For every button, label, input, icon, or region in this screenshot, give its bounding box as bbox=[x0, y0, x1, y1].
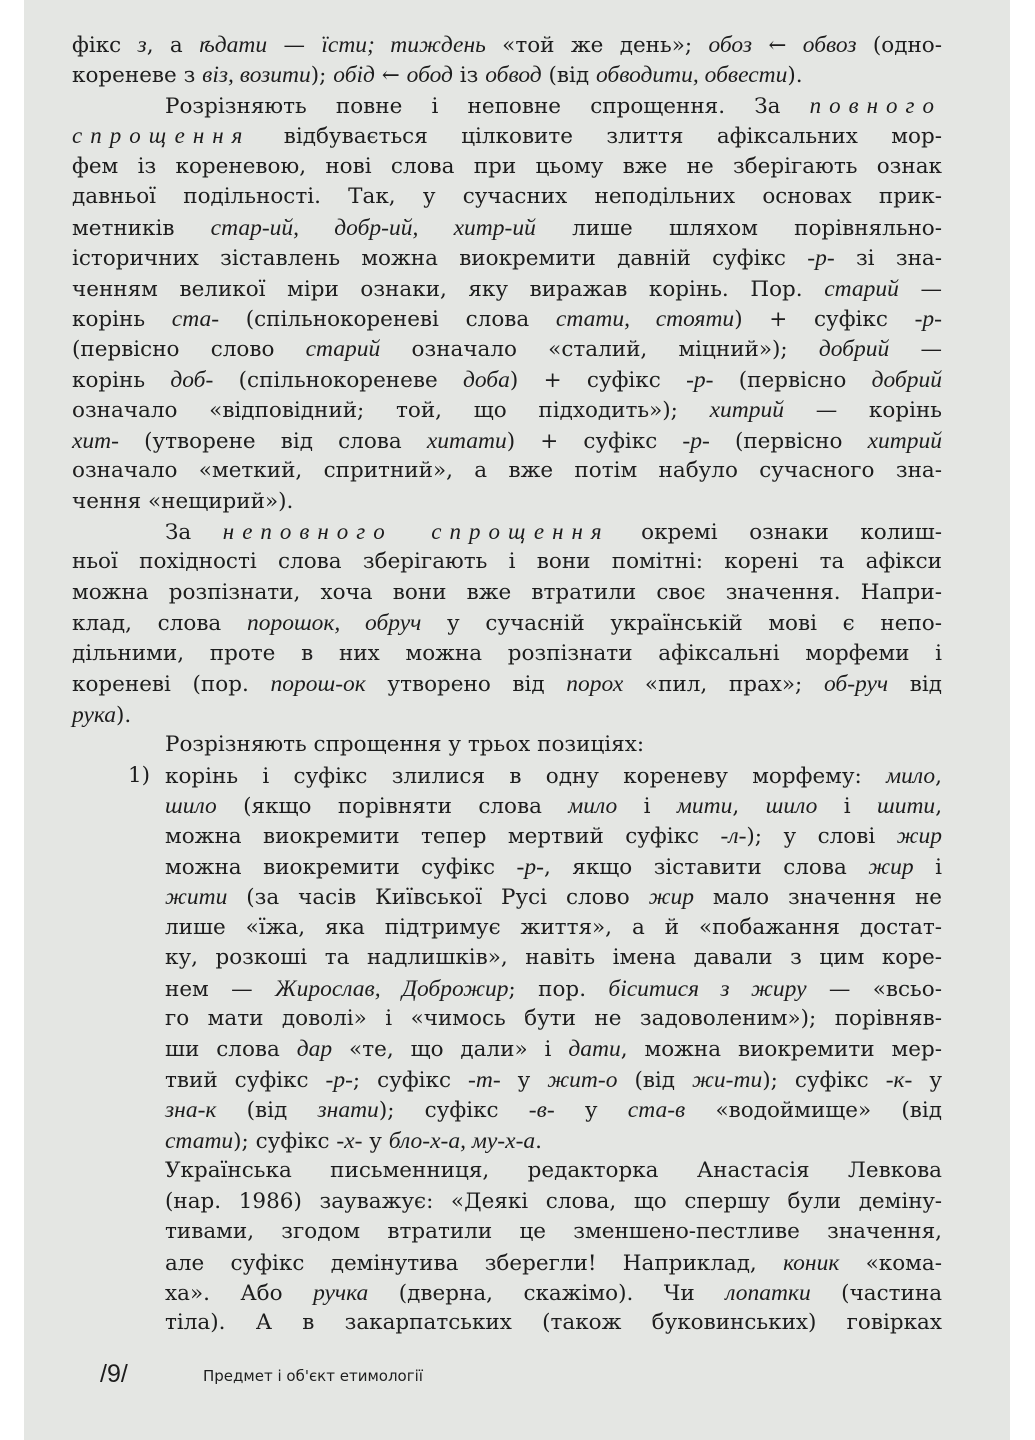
italic-run: шити bbox=[876, 792, 936, 819]
text-line bbox=[72, 274, 942, 304]
text-run: лише «їжа, яка підтримує життя», а й «побажання достат- bbox=[165, 914, 942, 940]
text-run: ха». Або bbox=[165, 1280, 314, 1306]
italic-run: з bbox=[137, 32, 147, 58]
text-line bbox=[72, 213, 942, 243]
italic-run: -в- bbox=[528, 1097, 555, 1124]
text-run: (первісно слово bbox=[72, 337, 306, 363]
text-run: кореневе з bbox=[72, 63, 203, 89]
italic-run: старий bbox=[305, 336, 381, 363]
italic-run: лопатки bbox=[725, 1279, 811, 1306]
italic-run: -л- bbox=[720, 823, 747, 850]
italic-run: коник bbox=[783, 1249, 840, 1276]
text-line bbox=[72, 152, 942, 182]
italic-run: -р- bbox=[914, 305, 942, 332]
italic-run: хит- bbox=[72, 427, 119, 454]
italic-run: хитрий bbox=[867, 427, 942, 454]
text-run: (нар. 1986) зауважує: «Деякі слова, що спершу були демінy- bbox=[165, 1188, 942, 1214]
text-run: (за часів Київської Русі слово bbox=[227, 885, 649, 911]
text-run: «водоймище» (від bbox=[685, 1098, 942, 1124]
text-run: у bbox=[362, 1128, 389, 1154]
italic-run: стар-ий, добр-ий, хитр-ий bbox=[210, 214, 536, 241]
text-run: , а bbox=[146, 33, 200, 58]
text-run: (дверна, скажімо). Чи bbox=[368, 1280, 726, 1306]
italic-run: ста- bbox=[171, 305, 220, 332]
text-run: «той же день»; bbox=[485, 33, 709, 58]
text-run: клад, слова bbox=[72, 611, 247, 637]
text-run: , можна виокремити мер- bbox=[620, 1037, 942, 1063]
italic-run: старий bbox=[824, 275, 899, 302]
text-line bbox=[72, 1187, 942, 1217]
text-run: За bbox=[165, 520, 223, 545]
italic-run: доб- bbox=[170, 366, 214, 393]
text-line bbox=[72, 1248, 942, 1278]
text-run: кореневі (пор. bbox=[72, 672, 271, 698]
italic-run: шило bbox=[765, 792, 818, 819]
text-run: означало «відповідний; той, що підходить»); bbox=[72, 398, 710, 424]
italic-run: обоз bbox=[708, 32, 753, 58]
text-run: — корінь bbox=[783, 398, 942, 424]
text-run: — bbox=[889, 337, 942, 363]
text-run: ); bbox=[310, 63, 334, 89]
italic-run: хитрий bbox=[709, 397, 784, 424]
text-run: , bbox=[935, 763, 942, 789]
text-run: корінь і суфікс злилися в одну кореневу морфему: bbox=[165, 763, 887, 789]
italic-run: -р- bbox=[682, 427, 710, 454]
list-marker: 1) bbox=[128, 762, 151, 788]
text-line bbox=[72, 91, 942, 121]
italic-run: жир bbox=[868, 853, 914, 880]
text-run: мало значення не bbox=[693, 885, 942, 911]
book-page bbox=[24, 0, 1010, 1440]
text-run: у сучасній українській мові є непо- bbox=[421, 611, 942, 637]
italic-run: мило bbox=[886, 762, 936, 789]
text-run: «кома- bbox=[839, 1250, 942, 1276]
text-line bbox=[72, 1065, 942, 1095]
text-line bbox=[72, 1004, 942, 1034]
text-run: твий суфікс bbox=[165, 1067, 326, 1093]
italic-run: ѣдати bbox=[199, 32, 268, 58]
italic-run: їсти; тиждень bbox=[321, 32, 486, 58]
italic-run: рука bbox=[72, 701, 117, 728]
text-run: ← bbox=[374, 63, 407, 89]
text-run: ку, розкоші та надлишків», навіть імена давали з цим коре- bbox=[165, 945, 942, 971]
text-run: ). bbox=[116, 702, 132, 728]
text-run: ). bbox=[787, 63, 803, 89]
text-line bbox=[72, 882, 942, 912]
text-line bbox=[72, 791, 942, 821]
italic-run: обод bbox=[406, 62, 453, 89]
text-run: ; пор. bbox=[508, 976, 609, 1002]
text-run: можна розпізнати, хоча вони вже втратили своє значення. Напри- bbox=[72, 579, 942, 605]
text-run: (спільнокореневе bbox=[213, 367, 463, 393]
text-run: ) + суфікс bbox=[506, 428, 683, 454]
italic-run: об-руч bbox=[823, 671, 889, 698]
text-run: ); у слові bbox=[746, 824, 897, 850]
italic-run: обвоз bbox=[802, 32, 857, 58]
text-run: (одно- bbox=[856, 33, 942, 58]
italic-run: -к- bbox=[885, 1066, 913, 1093]
text-run: відбувається цілковите злиття афіксальних мор- bbox=[250, 124, 942, 150]
text-run: . bbox=[535, 1128, 542, 1154]
text-line bbox=[72, 821, 942, 851]
text-run: ши слова bbox=[165, 1037, 297, 1063]
text-line bbox=[72, 974, 942, 1004]
text-line bbox=[72, 121, 942, 151]
italic-run: добрий bbox=[818, 336, 890, 363]
text-run: утворено від bbox=[365, 672, 567, 698]
text-run: зі зна- bbox=[834, 246, 942, 272]
text-run: із bbox=[452, 63, 486, 89]
text-run: ); суфікс bbox=[233, 1128, 337, 1154]
text-run: (якщо порівняти слова bbox=[216, 793, 569, 819]
text-line bbox=[72, 60, 942, 90]
text-run: (первісно bbox=[713, 367, 872, 393]
text-run: корінь bbox=[72, 367, 171, 393]
text-run: «те, що дали» і bbox=[332, 1037, 569, 1063]
italic-run: обід bbox=[333, 62, 375, 89]
text-run: і bbox=[913, 854, 942, 880]
text-line bbox=[72, 852, 942, 882]
text-run: (частина bbox=[810, 1280, 943, 1306]
text-run: Розрізняють повне і неповне спрощення. За bbox=[165, 93, 810, 119]
text-line bbox=[72, 304, 942, 334]
italic-run: -р- bbox=[516, 853, 544, 880]
text-line bbox=[72, 1217, 942, 1247]
text-run: , якщо зіставити слова bbox=[543, 854, 869, 880]
spaced-emphasis: неповного спрощення bbox=[222, 519, 610, 544]
italic-run: мило bbox=[568, 792, 618, 819]
italic-run: стати, стояти bbox=[555, 305, 735, 332]
italic-run: доба bbox=[462, 366, 510, 393]
text-line bbox=[72, 30, 942, 60]
text-run: ) + суфікс bbox=[509, 367, 687, 393]
italic-run: ручка bbox=[313, 1279, 369, 1306]
text-run: ченням великої міри ознаки, яку виражав корінь. Пор. bbox=[72, 276, 825, 302]
text-run: ); суфікс bbox=[762, 1067, 886, 1093]
text-run: корінь bbox=[72, 306, 172, 332]
italic-run: зна-к bbox=[165, 1097, 217, 1124]
italic-run: -р- bbox=[807, 245, 835, 272]
text-run: можна виокремити суфікс bbox=[165, 854, 517, 880]
text-run: (утворене від слова bbox=[118, 428, 427, 454]
spaced-emphasis: спрощення bbox=[72, 123, 251, 149]
body-text bbox=[72, 30, 942, 1339]
italic-run: -р- bbox=[325, 1066, 353, 1093]
text-run: фікс bbox=[72, 33, 138, 58]
text-run: у bbox=[500, 1067, 548, 1093]
text-line bbox=[72, 1034, 942, 1064]
italic-run: порош-ок bbox=[270, 671, 366, 698]
text-run: і bbox=[617, 793, 677, 819]
text-run: означало «меткий, спритний», а вже потім набуло сучасного зна- bbox=[72, 458, 942, 484]
spaced-emphasis: повного bbox=[809, 92, 942, 118]
text-line bbox=[72, 1278, 942, 1308]
text-run: го мати доволі» і «чимось бути не задоволеним»); порівняв- bbox=[165, 1006, 942, 1031]
text-run: у bbox=[912, 1067, 942, 1093]
text-run: , bbox=[732, 793, 766, 819]
italic-run: дати bbox=[568, 1036, 621, 1063]
text-run: (первісно bbox=[709, 428, 868, 454]
text-run: ); суфікс bbox=[378, 1098, 529, 1124]
text-run: означало «сталий, міцний»); bbox=[380, 337, 819, 363]
text-run: але суфікс демінутива зберегли! Наприклад, bbox=[165, 1250, 784, 1276]
italic-run: порошок, обруч bbox=[246, 610, 422, 637]
italic-run: дар bbox=[296, 1036, 333, 1063]
italic-run: -р- bbox=[686, 366, 714, 393]
italic-run: жир bbox=[896, 823, 942, 850]
text-line bbox=[72, 395, 942, 425]
text-run: у bbox=[554, 1098, 628, 1124]
text-run: історичних зіставлень можна виокремити давній суфікс bbox=[72, 246, 808, 272]
italic-run: віз, возити bbox=[202, 62, 311, 89]
text-run: (від bbox=[617, 1067, 693, 1093]
italic-run: добрий bbox=[871, 366, 942, 393]
italic-run: хитати bbox=[426, 427, 507, 454]
text-run: — «всьо- bbox=[806, 976, 942, 1002]
text-run: нем — bbox=[165, 976, 276, 1002]
italic-run: шило bbox=[165, 792, 217, 819]
italic-run: мити bbox=[676, 792, 733, 819]
text-run: Українська письменниця, редакторка Анастасія Левкова bbox=[165, 1158, 942, 1184]
text-line bbox=[72, 487, 942, 517]
text-line bbox=[72, 1156, 942, 1186]
italic-run: біситися з жиру bbox=[608, 975, 807, 1002]
text-run: , bbox=[935, 793, 943, 819]
text-line bbox=[72, 547, 942, 577]
text-run: тіла). А в закарпатських (також буковинських) говірках bbox=[165, 1310, 942, 1336]
italic-run: -т- bbox=[468, 1066, 501, 1093]
italic-run: стати bbox=[165, 1127, 234, 1154]
text-line bbox=[72, 456, 942, 486]
text-line bbox=[72, 913, 942, 943]
text-run: лише шляхом порівняльно- bbox=[535, 215, 942, 241]
text-line bbox=[72, 365, 942, 395]
text-run: ← bbox=[752, 33, 803, 58]
italic-run: обвод bbox=[485, 62, 542, 89]
running-head: Предмет і об'єкт етимології bbox=[203, 1367, 423, 1385]
text-run: ; суфікс bbox=[352, 1067, 469, 1093]
text-line bbox=[72, 182, 942, 212]
italic-run: жир bbox=[648, 884, 694, 911]
italic-run: порох bbox=[566, 671, 624, 698]
text-run: чення «нещирий»). bbox=[72, 488, 294, 514]
text-run: (від bbox=[216, 1098, 318, 1124]
page-number: /9/ bbox=[100, 1360, 128, 1388]
italic-run: ста-в bbox=[627, 1097, 686, 1124]
text-line bbox=[72, 639, 942, 669]
text-line bbox=[72, 578, 942, 608]
text-run: ) + суфікс bbox=[734, 306, 915, 332]
text-line bbox=[72, 243, 942, 273]
text-line bbox=[72, 1308, 942, 1338]
italic-run: бло-х-а, му-х-а bbox=[388, 1127, 536, 1154]
text-run: від bbox=[888, 672, 942, 698]
italic-run: жит-о bbox=[547, 1066, 618, 1093]
italic-run: обводити, обвести bbox=[595, 62, 788, 89]
text-run: Розрізняють спрощення у трьох позиціях: bbox=[165, 732, 645, 758]
text-line bbox=[72, 608, 942, 638]
text-run: (спільнокореневі слова bbox=[219, 306, 556, 332]
text-run: давньої подільності. Так, у сучасних неподільних основах прик- bbox=[72, 184, 942, 210]
text-line bbox=[72, 730, 942, 760]
italic-run: жити bbox=[165, 884, 228, 911]
text-line bbox=[72, 1126, 942, 1156]
text-run: ньої похідності слова зберігають і вони помітні: корені та афікси bbox=[72, 549, 942, 575]
text-run: дільними, проте в них можна розпізнати афіксальні морфеми і bbox=[72, 640, 942, 666]
italic-run: жи-ти bbox=[692, 1066, 763, 1093]
text-line bbox=[72, 669, 942, 699]
text-line bbox=[72, 517, 942, 547]
text-run: можна виокремити тепер мертвий суфікс bbox=[165, 824, 721, 850]
italic-run: -х- bbox=[336, 1127, 363, 1154]
text-run: окремі ознаки колиш- bbox=[609, 520, 942, 545]
text-line bbox=[72, 943, 942, 973]
text-run: «пил, прах»; bbox=[623, 672, 824, 698]
text-line bbox=[72, 1095, 942, 1125]
text-line bbox=[72, 426, 942, 456]
text-line bbox=[72, 700, 942, 730]
text-run: (від bbox=[541, 63, 596, 89]
italic-run: знати bbox=[317, 1097, 379, 1124]
text-run: — bbox=[267, 33, 322, 58]
text-line bbox=[72, 334, 942, 364]
italic-run: Жирослав, Доброжир bbox=[275, 975, 509, 1002]
text-run: і bbox=[817, 793, 877, 819]
text-run: тивами, згодом втратили це зменшено-пестливе значення, bbox=[165, 1219, 942, 1245]
text-run: фем із кореневою, нові слова при цьому вже не зберігають ознак bbox=[72, 153, 942, 179]
text-run: — bbox=[898, 276, 942, 302]
text-line bbox=[72, 761, 942, 791]
text-run: метників bbox=[72, 215, 211, 241]
